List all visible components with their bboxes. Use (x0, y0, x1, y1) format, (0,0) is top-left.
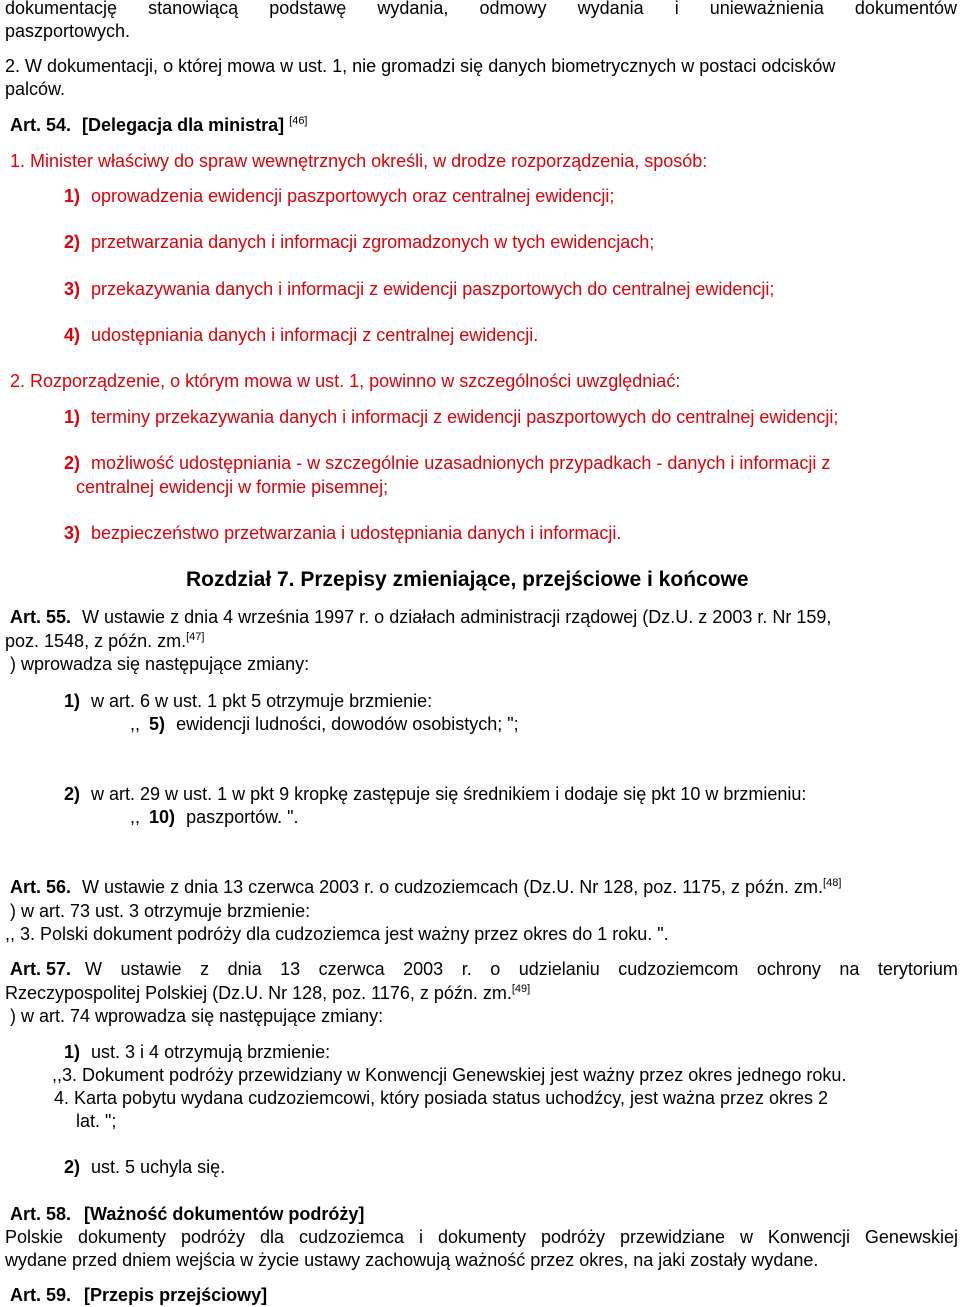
article-55-line-1: Art. 55. W ustawie z dnia 4 września 1997 r. o działach administracji rządowej (Dz.U. z 2003 r. Nr 159, (10, 607, 832, 627)
article-57-line-3: ) w art. 74 wprowadza się następujące zmiany: (10, 1006, 384, 1026)
article-58-heading (10, 1203, 364, 1225)
list-item: 1) oprowadzenia ewidencji paszportowych oraz centralnej ewidencji; (64, 186, 615, 206)
quoted-text: 4. Karta pobytu wydana cudzoziemcowi, który posiada status uchodźcy, jest ważna przez okres 2 (54, 1088, 829, 1108)
list-item: 1) ust. 3 i 4 otrzymują brzmienie: (64, 1042, 331, 1062)
art54-paragraph-2: 2. Rozporządzenie, o którym mowa w ust. 1, powinno w szczególności uwzględniać: (10, 371, 681, 391)
list-item: 2) możliwość udostępniania - w szczególnie uzasadnionych przypadkach - danych i informacji z (64, 453, 831, 473)
article-number: Art. 57. (10, 959, 72, 979)
article-54-heading (10, 114, 308, 136)
list-item-continuation: centralnej ewidencji w formie pisemnej; (76, 477, 389, 497)
article-57-line-1: Art. 57. W ustawie z dnia 13 czerwca 2003 r. o udzielaniu cudzoziemcom ochrony na terytorium (10, 959, 958, 979)
quoted-text: ,, 5) ewidencji ludności, dowodów osobistych; "; (130, 714, 519, 734)
chapter-heading: Rozdział 7. Przepisy zmieniające, przejściowe i końcowe (186, 568, 749, 591)
art54-paragraph-1: 1. Minister właściwy do spraw wewnętrznych określi, w drodze rozporządzenia, sposób: (10, 151, 708, 171)
article-number: Art. 58. (10, 1204, 72, 1224)
article-number: Art. 55. (10, 607, 72, 627)
article-56-line-3: ,, 3. Polski dokument podróży dla cudzoziemca jest ważny przez okres do 1 roku. ". (5, 924, 669, 944)
paragraph-2-line-2: palców. (5, 79, 66, 99)
article-56-line-2: ) w art. 73 ust. 3 otrzymuje brzmienie: (10, 901, 311, 921)
quoted-text: ,,3. Dokument podróży przewidziany w Konwencji Genewskiej jest ważny przez okres jednego roku. (52, 1065, 847, 1085)
list-item: 2) ust. 5 uchyla się. (64, 1157, 226, 1177)
article-number: Art. 56. (10, 877, 72, 897)
article-55-line-2: poz. 1548, z późn. zm.[47] (5, 631, 205, 651)
list-item: 4) udostępniania danych i informacji z centralnej ewidencji. (64, 325, 539, 345)
article-58-line-2: wydane przed dniem wejścia w życie ustawy zachowują ważność przez okres, na jaki zostały wydane. (5, 1250, 819, 1270)
article-title: [Przepis przejściowy] (84, 1285, 268, 1305)
article-title: [Ważność dokumentów podróży] (84, 1204, 365, 1224)
footnote-ref[interactable]: [46] (289, 115, 308, 127)
top-line-1: dokumentację stanowiącą podstawę wydania, odmowy wydania i unieważnienia dokumentów (5, 0, 957, 18)
footnote-ref[interactable]: [49] (511, 983, 531, 995)
footnote-ref[interactable]: [48] (823, 877, 842, 889)
quoted-text: ,, 10) paszportów. ". (130, 807, 299, 827)
article-title: [Delegacja dla ministra] (82, 115, 285, 135)
list-item: 3) bezpieczeństwo przetwarzania i udostępniania danych i informacji. (64, 523, 622, 543)
list-item: 2) w art. 29 w ust. 1 w pkt 9 kropkę zastępuje się średnikiem i dodaje się pkt 10 w brzmieniu: (64, 784, 807, 804)
article-56-line-1: Art. 56. W ustawie z dnia 13 czerwca 2003 r. o cudzoziemcach (Dz.U. Nr 128, poz. 1175, z późn. zm.[48] (10, 877, 842, 897)
paragraph-2-line-1: 2. W dokumentacji, o której mowa w ust. 1, nie gromadzi się danych biometrycznych w postaci odcisków (5, 56, 836, 76)
list-item: 1) w art. 6 w ust. 1 pkt 5 otrzymuje brzmienie: (64, 691, 433, 711)
footnote-ref[interactable]: [47] (186, 631, 205, 643)
quoted-text: lat. "; (76, 1111, 117, 1131)
list-item: 3) przekazywania danych i informacji z ewidencji paszportowych do centralnej ewidencji; (64, 279, 775, 299)
article-55-line-3: ) wprowadza się następujące zmiany: (10, 654, 310, 674)
article-58-line-1: Polskie dokumenty podróży dla cudzoziemca i dokumenty podróży przewidziane w Konwencji Genewskiej (5, 1227, 958, 1247)
article-57-line-2: Rzeczypospolitej Polskiej (Dz.U. Nr 128, poz. 1176, z późn. zm.[49] (5, 983, 531, 1003)
list-item: 1) terminy przekazywania danych i informacji z ewidencji paszportowych do centralnej ewidencji; (64, 407, 839, 427)
article-number: Art. 59. (10, 1285, 72, 1305)
article-59-heading (10, 1284, 267, 1306)
list-item: 2) przetwarzania danych i informacji zgromadzonych w tych ewidencjach; (64, 232, 655, 252)
top-line-2: paszportowych. (5, 21, 131, 41)
article-number: Art. 54. (10, 115, 72, 135)
